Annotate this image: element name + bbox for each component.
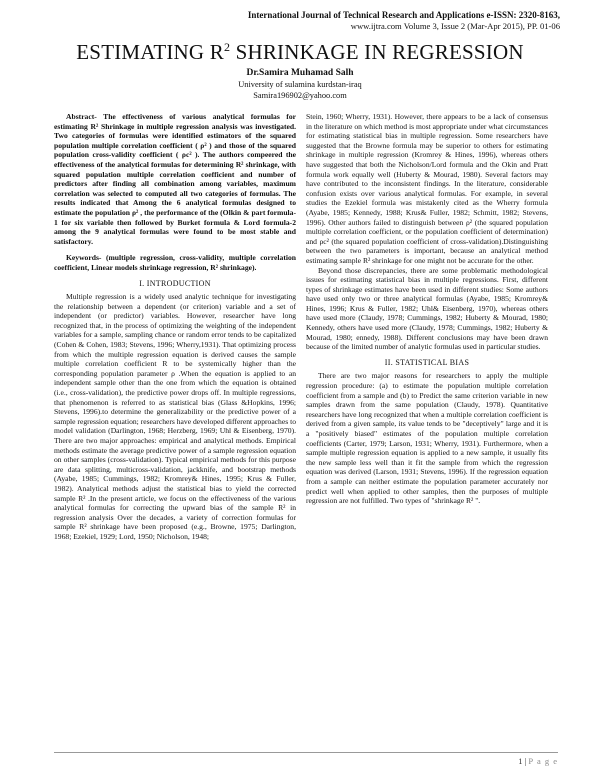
author-block [0,68,600,101]
author-name: Dr.Samira Muhamad Salh [246,68,354,78]
discrepancies-paragraph: Beyond those discrepancies, there are some problematic methodological issues for estimating statistical bias in multiple regressions. First, different types of shrinkage estimates have been used in different studies: Some authors have used only two or three analytical formulas (Ayabe, 1985; Kromrey& Hines, 1996; Krus & Fuller, 1982; Uhl& Eisenberg, 1970), whereas others have used more (Claudy, 1978; Cummings, 1982; Huberty & Mourad, 1980; Kennedy, others have used more (Claudy, 1978; Cummings, 1982; Huberty & Mourad, 1980; ennedy, 1988). Different conclusions may have been drawn because of the limited number of analytic formulas used in particular studies. [306,265,548,352]
journal-header [200,10,560,32]
page-number-value: 1 [518,756,523,766]
journal-title-line: International Journal of Technical Research and Applications e-ISSN: 2320-8163, [247,10,560,20]
section-heading-introduction: I. INTRODUCTION [139,278,211,288]
page-label: P a g e [528,756,558,766]
keywords: Keywords- (multiple regression, cross-validity, multiple correlation coefficient, Linear models shrinkage regression, R² shrinkage). [54,253,296,272]
page-number [518,756,558,766]
page-number-separator: | [522,756,529,766]
abstract: Abstract- The effectiveness of various analytical formulas for estimating R² Shrinkage in multiple regression analysis was investigated. Two categories of formulas were identified estimators of the squared population multiple correlation coefficient ( ρ² ) and those of the squared population cross-validity coefficient ( ρc² ). The authors compeered the effectiveness of the analytical formulas for determining R² shrinkage, with squared population multiple correlation coefficient and number of predictors after finding all combination among variables, maximum correlation was selected to computed all two categories of formulas. The results indicated that Among the 6 analytical formulas designed to estimate the population ρ² , the performance of the (Olkin & part formula-1 for six variable then followed by Burket formula & Lord formula-2 among the 9 analytical formulas were found to be most stable and satisfactory. [54,112,296,246]
author-affiliation: University of sulamina kurdstan-iraq [238,80,362,89]
footer-divider [54,752,558,753]
right-column [306,112,548,506]
title-superscript: 2 [223,40,231,54]
section-heading-statistical-bias: II. STATISTICAL BIAS [384,357,470,367]
continuation-paragraph: Stein, 1960; Wherry, 1931). However, there appears to be a lack of consensus in the literature on which method is most appropriate under what circumstances for estimating statistical bias in multiple regression. Some researchers have suggested that the Browne formula may be superior to others for estimating shrinkage in multiple regression (Kromrey & Hines, 1996), whereas others have suggested that both the Nicholson/Lord formula and the Okin and Pratt formula work equally well (Huberty & Mourad, 1980). Several factors may have contributed to the inconsistent findings. In the literature, considerable confusion exists over various analytical formulas. For example, in several studies the Ezekiel formula was mistakenly cited as the Wherry formula (Ayabe, 1985; Kennedy, 1988; Krus& Fuller, 1982; Schmitt, 1982; Stevens, 1996). Other authors failed to distinguish between ρ² (the squared population multiple correlation coefficient, or the population coefficient of determination) and ρc² (the squared population coefficient of cross-validation).Distinguishing between the two parameters is important, because an analytical method estimating sample R² shrinkage for one might not be accurate for the other. [306,112,548,265]
author-email: Samira196902@yahoo.com [253,91,347,100]
journal-issue-line: www.ijtra.com Volume 3, Issue 2 (Mar-Apr 2015), PP. 01-06 [350,21,560,31]
left-column [54,112,296,542]
paper-title [0,40,600,65]
introduction-paragraph: Multiple regression is a widely used analytic technique for investigating the relationship between a dependent (or criterion) variable and a set of independent (or predictor) variables. However, researcher have long recognized that, in the process of optimizing the weighting of the independent variables for a sample, sampling chance or random error tends to be capitalized (Cohen & Cohen, 1983; Stevens, 1996; Wherry,1931). That optimizing process from which the multiple regression equation is derived causes the sample multiple correlation coefficient R to be systemically higher than the corresponding population parameter ρ .When the equation is applied to an independent sample other than the one from which the equation is obtained (i.e., cross-validation), the predictive power drops off. In multiple regressions, that phenomenon is referred to as statistical bias (Glass &Hopkins, 1996; Stevens, 1996).to determine the generalizability or the predictive power of a sample regression equation; researchers have developed different approaches to model validation (Darlington, 1968; Herzberg, 1969; Uhl & Eisenberg, 1970). There are two major approaches: empirical and analytical methods. Empirical methods estimate the average predictive power of a sample regression equation on other samples (cross-validation). Typical empirical methods for this purpose are data splitting, multicross-validation, jackknife, and bootstrap methods (Ayabe, 1985; Cummings, 1982; Kromrey& Hines, 1995; Krus & Fuller, 1982). Analytical methods adjust the statistical bias to yield the corrected sample R² .In the present article, we focus on the effectiveness of the various analytical formulas for correcting the upward bias of the sample R² in regression analysis Over the decades, a variety of correction formulas for sample R² shrinkage have been proposed (e.g., Browne, 1975; Darlington, 1968; Ezekiel, 1929; Lord, 1950; Nicholson, 1948; [54,292,296,541]
title-suffix: SHRINKAGE IN REGRESSION [230,40,524,64]
title-prefix: ESTIMATING R [76,40,224,64]
statistical-bias-paragraph: There are two major reasons for researchers to apply the multiple regression procedure: (a) to estimate the population multiple correlation coefficient from a sample and (b) to Predict the same criterion variable in new samples drawn from the same population (Claudy, 1978). Quantitative researchers have long recognized that when a multiple correlation coefficient is derived from a given sample, its value tends to be "deceptively" large and it is a "positively biased" estimates of the population multiple correlation coefficients (Carter, 1979; Larson, 1931; Wherry, 1931). Furthermore, when a sample multiple regression equation is applied to a new sample, it usually fits the new sample less well than it fit the sample from which the regression equation was derived (Larson, 1931; Stevens, 1996). If the regression equation from a sample can neither estimate the population parameter accurately nor predict well when applied to other samples, then the purposes of multiple regression are not fulfilled. Two types of "shrinkage R² ". [306,371,548,506]
